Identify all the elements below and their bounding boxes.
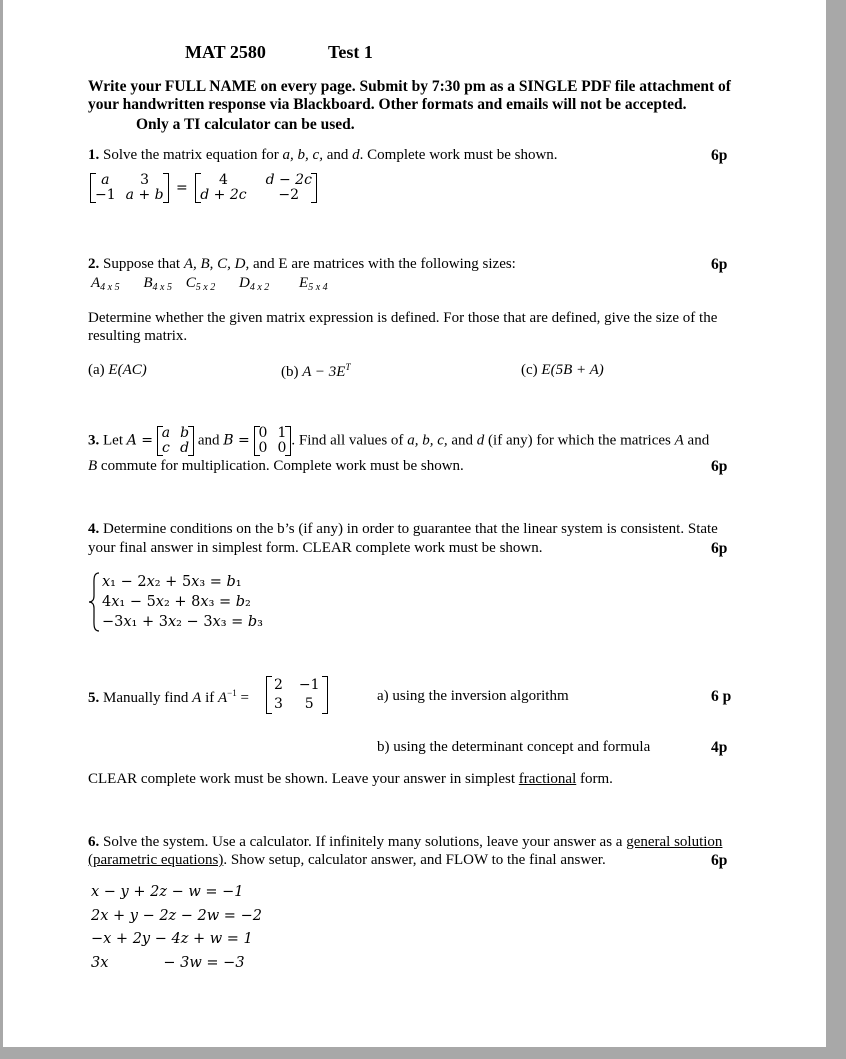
equation-row: 𝑥₁ − 2𝑥₂ + 5𝑥₃ = 𝑏₁ [102,574,242,590]
size-d: $D_{4 x 2}$ [238,275,270,293]
q5-part-a: a) using the inversion algorithm [377,688,569,704]
q3-prompt-line-2: B commute for multiplication. Complete work must be shown. [88,458,464,474]
instructions-line-1: Write your FULL NAME on every page. Submit by 7:30 pm as a SINGLE PDF file attachment of [88,78,731,95]
q2-directions-2: resulting matrix. [88,328,188,344]
size-b: $B_{4 x 5}$ [143,275,172,293]
equation-row: x − y + 2z − w = −1 [91,884,244,900]
q4-prompt-line-1: 4. Determine conditions on the b’s (if any) in order to guarantee that the linear system is consistent. State [88,521,718,537]
size-e: $E_{5 x 4}$ [299,275,328,293]
equation-row: 4𝑥₁ − 5𝑥₂ + 8𝑥₃ = 𝑏₂ [102,594,251,610]
q2-part-a: (a) E(AC) [88,362,147,378]
equation-row: 3x − 3w = −3 [91,954,245,971]
q2-prompt: 2. Suppose that A, B, C, D, and E are matrices with the following sizes: [88,256,516,272]
q1-points: 6p [711,147,728,164]
q6-prompt-line-1: 6. Solve the system. Use a calculator. If infinitely many solutions, leave your answer as a general solution [88,834,723,850]
q4-points: 6p [711,540,728,557]
q5-note: CLEAR complete work must be shown. Leave your answer in simplest fractional form. [88,771,613,787]
equation-row: −3𝑥₁ + 3𝑥₂ − 3𝑥₃ = 𝑏₃ [102,614,263,630]
instructions-line-2: your handwritten response via Blackboard. Other formats and emails will not be accepted. [88,96,687,113]
q3-prompt-line-1: 3. Let A = a b c d and B = 0 1 0 0 . Find all values of a, b, c, and d (if any) for which the matrices A and [88,425,710,456]
q3-points: 6p [711,458,728,475]
size-a: $A_{4 x 5}$ [91,275,120,293]
q6-linear-system [91,881,262,975]
instructions-line-3: Only a TI calculator can be used. [136,116,355,133]
document-page [3,0,826,1047]
q6-prompt-line-2: (parametric equations). Show setup, calculator answer, and FLOW to the final answer. [88,852,606,868]
q2-directions-1: Determine whether the given matrix expression is defined. For those that are defined, give the size of the [88,310,718,326]
q5-part-a-points: 6 p [711,688,732,705]
q2-points: 6p [711,256,728,273]
q3-matrix-a: a b c d [157,426,194,456]
course-code: MAT 2580 [185,42,266,62]
q6-points: 6p [711,852,728,869]
q5-part-b-points: 4p [711,739,728,756]
q5-part-b: b) using the determinant concept and formula [377,739,651,755]
q4-prompt-line-2: your final answer in simplest form. CLEAR complete work must be shown. [88,540,543,556]
q2-matrix-sizes [91,275,328,293]
q4-linear-system [102,572,263,632]
test-title: Test 1 [328,42,373,62]
q5-inverse-matrix: 2 −1 3 5 [266,676,328,714]
system-brace [87,572,101,632]
q1-matrix-equation: a 3 −1 a + b = 4 d − 2c d + 2c −2 [90,173,317,203]
q1-prompt: 1. Solve the matrix equation for a, b, c, and d. Complete work must be shown. [88,147,558,163]
size-c: $C_{5 x 2}$ [185,275,216,293]
q1-left-matrix: a 3 −1 a + b [90,173,169,203]
q1-right-matrix: 4 d − 2c d + 2c −2 [195,173,317,203]
equation-row: −x + 2y − 4z + w = 1 [91,931,253,947]
q5-prompt: 5. Manually find A if $A^{-1}$ = [88,688,249,706]
q2-part-c: (c) E(5B + A) [521,362,604,378]
equation-row: 2x + y − 2z − 2w = −2 [91,907,262,924]
q2-part-b: (b) $A - 3E^T$ [281,362,351,380]
q3-matrix-b: 0 1 0 0 [254,426,292,456]
